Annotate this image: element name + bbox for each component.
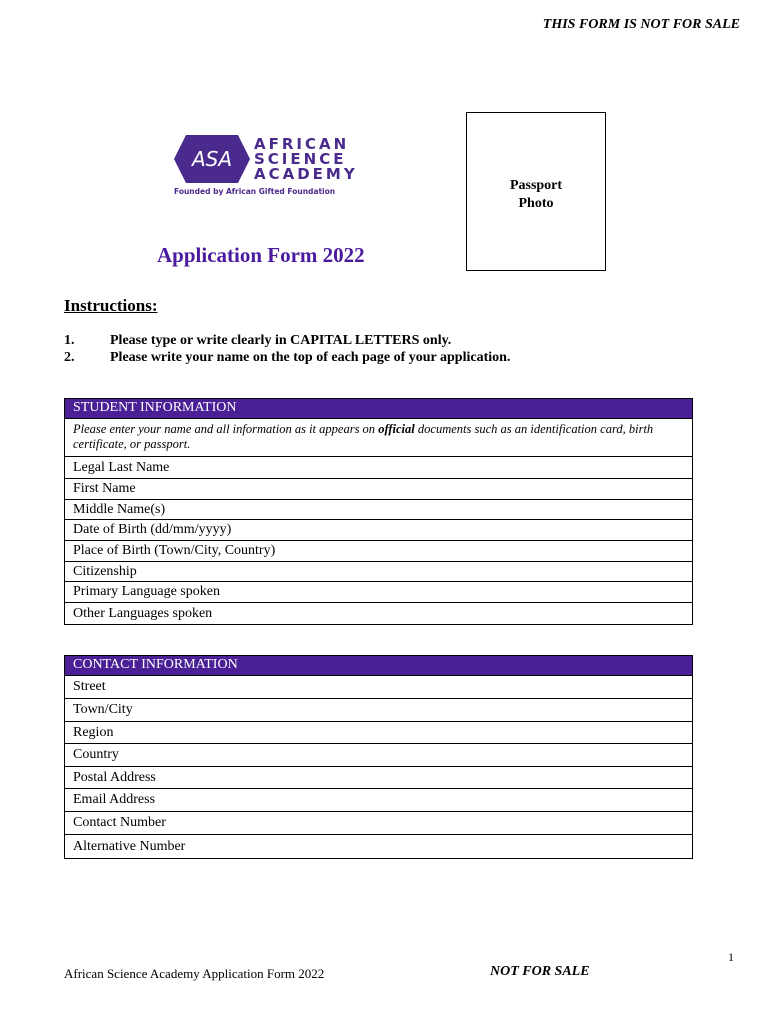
logo-tagline: Founded by African Gifted Foundation [174, 187, 336, 196]
note-text-before: Please enter your name and all information as it appears on [73, 422, 379, 436]
footer-form-title: African Science Academy Application Form 2022 [64, 966, 325, 981]
photo-label-line-1: Passport [509, 178, 563, 193]
note-text-after: documents such as an identification card, birth certificate, or passport. [73, 422, 654, 451]
street-field[interactable]: Street [65, 676, 692, 699]
logo-wordmark [254, 137, 358, 182]
instruction-item [64, 349, 510, 366]
logo-line-2: SCIENCE [254, 150, 347, 168]
passport-photo-box [466, 112, 606, 271]
not-for-sale-notice: THIS FORM IS NOT FOR SALE [542, 17, 740, 32]
instruction-number: 2. [64, 350, 75, 365]
logo-line-3: ACADEMY [254, 165, 358, 183]
footer-not-for-sale: NOT FOR SALE [490, 964, 590, 979]
primary-language-field[interactable]: Primary Language spoken [65, 582, 692, 603]
asa-logo [172, 133, 382, 203]
logo-line-1: AFRICAN [254, 135, 350, 153]
alternative-number-field[interactable]: Alternative Number [73, 838, 186, 854]
place-of-birth-field[interactable]: Place of Birth (Town/City, Country) [65, 541, 692, 562]
region-field[interactable]: Region [65, 722, 692, 744]
date-of-birth-field[interactable]: Date of Birth (dd/mm/yyyy) [65, 520, 692, 541]
instructions-heading: Instructions: [64, 296, 158, 315]
instruction-text: Please type or write clearly in CAPITAL LETTERS only. [110, 333, 452, 348]
passport-photo-label [467, 177, 605, 213]
page-number: 1 [728, 950, 734, 964]
other-languages-field[interactable]: Other Languages spoken [73, 605, 213, 621]
instruction-text: Please write your name on the top of each page of your application. [110, 350, 511, 365]
middle-names-field[interactable]: Middle Name(s) [65, 500, 692, 520]
email-address-field[interactable]: Email Address [65, 789, 692, 812]
instructions-list [64, 332, 510, 366]
legal-last-name-field[interactable]: Legal Last Name [65, 457, 692, 479]
note-emphasis: official [378, 422, 415, 436]
contact-info-header: CONTACT INFORMATION [65, 656, 692, 676]
instruction-number: 1. [64, 333, 75, 348]
student-information-table [64, 398, 693, 625]
asa-hexagon-icon [172, 133, 252, 185]
photo-label-line-2: Photo [518, 196, 554, 211]
instruction-item [64, 332, 510, 349]
logo-mark: ASA [191, 147, 233, 171]
student-info-header: STUDENT INFORMATION [65, 399, 692, 419]
contact-information-table [64, 655, 693, 859]
contact-number-field[interactable]: Contact Number [65, 812, 692, 835]
student-info-note [65, 419, 692, 457]
country-field[interactable]: Country [65, 744, 692, 767]
citizenship-field[interactable]: Citizenship [65, 562, 692, 582]
town-city-field[interactable]: Town/City [65, 699, 692, 722]
postal-address-field[interactable]: Postal Address [65, 767, 692, 789]
first-name-field[interactable]: First Name [65, 479, 692, 500]
page-title: Application Form 2022 [157, 243, 365, 267]
